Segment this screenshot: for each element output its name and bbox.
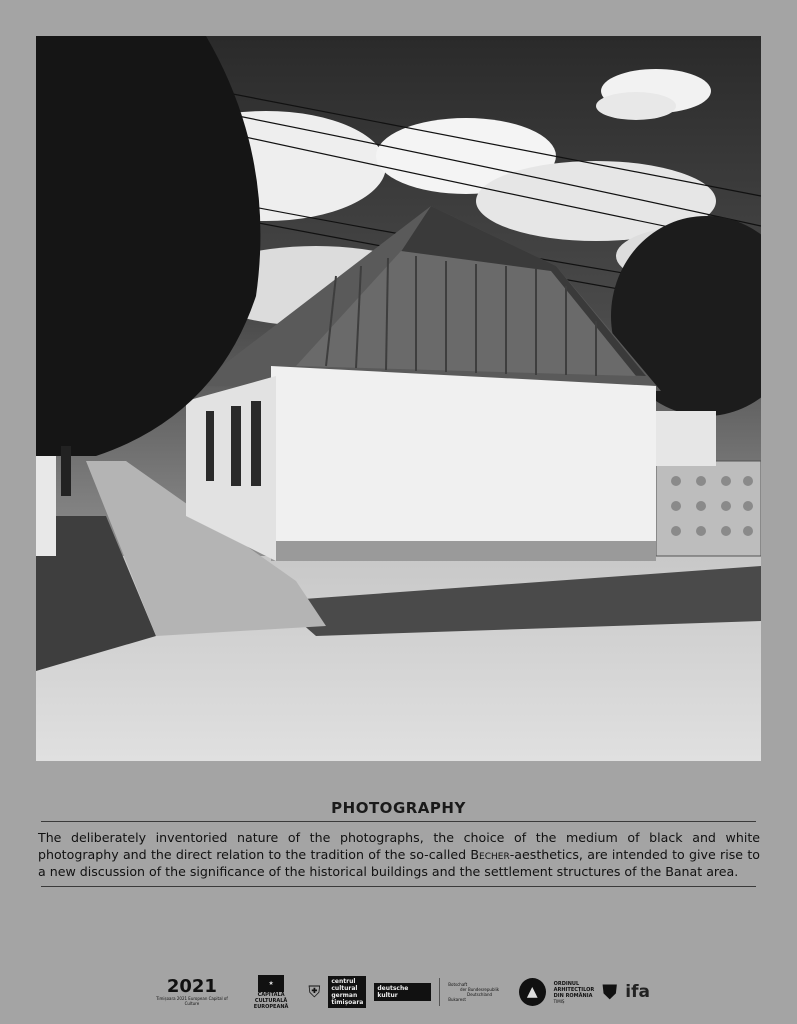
oar-logo: ORDINUL ARHITECȚILOR DIN ROMÂNIA TIMIȘ	[553, 980, 595, 1004]
house-photograph	[36, 36, 761, 761]
capitala-culturala-logo: ★ CAPITALĂ CULTURALĂ EUROPEANĂ	[242, 975, 301, 1010]
description-part-2: -aesthetics, are intended to give rise to a new discussion of the significance of the historical buildings and the settlement structures of the Banat area.	[38, 847, 760, 879]
timisoara-2021-logo: 2021 Timișoara 2021 European Capital of Culture	[156, 976, 228, 1006]
description-paragraph	[38, 829, 760, 880]
description-part-1: The deliberately inventoried nature of the photographs, the choice of the medium of black and white photography and the direct relation to the tradition of the so-called	[38, 830, 760, 862]
section-title: PHOTOGRAPHY	[331, 799, 466, 817]
crest-icon: ⛨	[308, 982, 321, 1001]
sponsor-logos	[150, 972, 650, 1012]
description-becher: Becher	[470, 847, 510, 862]
oar-emblem-icon: ▲	[519, 978, 546, 1006]
title-divider	[41, 821, 756, 822]
paragraph-divider	[41, 886, 756, 887]
ccgt-logo: centrul cultural german timișoara	[328, 976, 366, 1008]
ifa-logo: ifa	[625, 982, 650, 1002]
eu-flag-icon: ★	[258, 975, 284, 992]
logo-separator	[439, 978, 440, 1006]
deutsche-kultur-logo: deutsche kultur	[374, 983, 431, 1001]
shield-logo-icon: ⛊	[602, 980, 618, 1004]
german-embassy-logo: Botschaft der Bundesrepublik Deutschland Bukarest	[448, 982, 500, 1002]
